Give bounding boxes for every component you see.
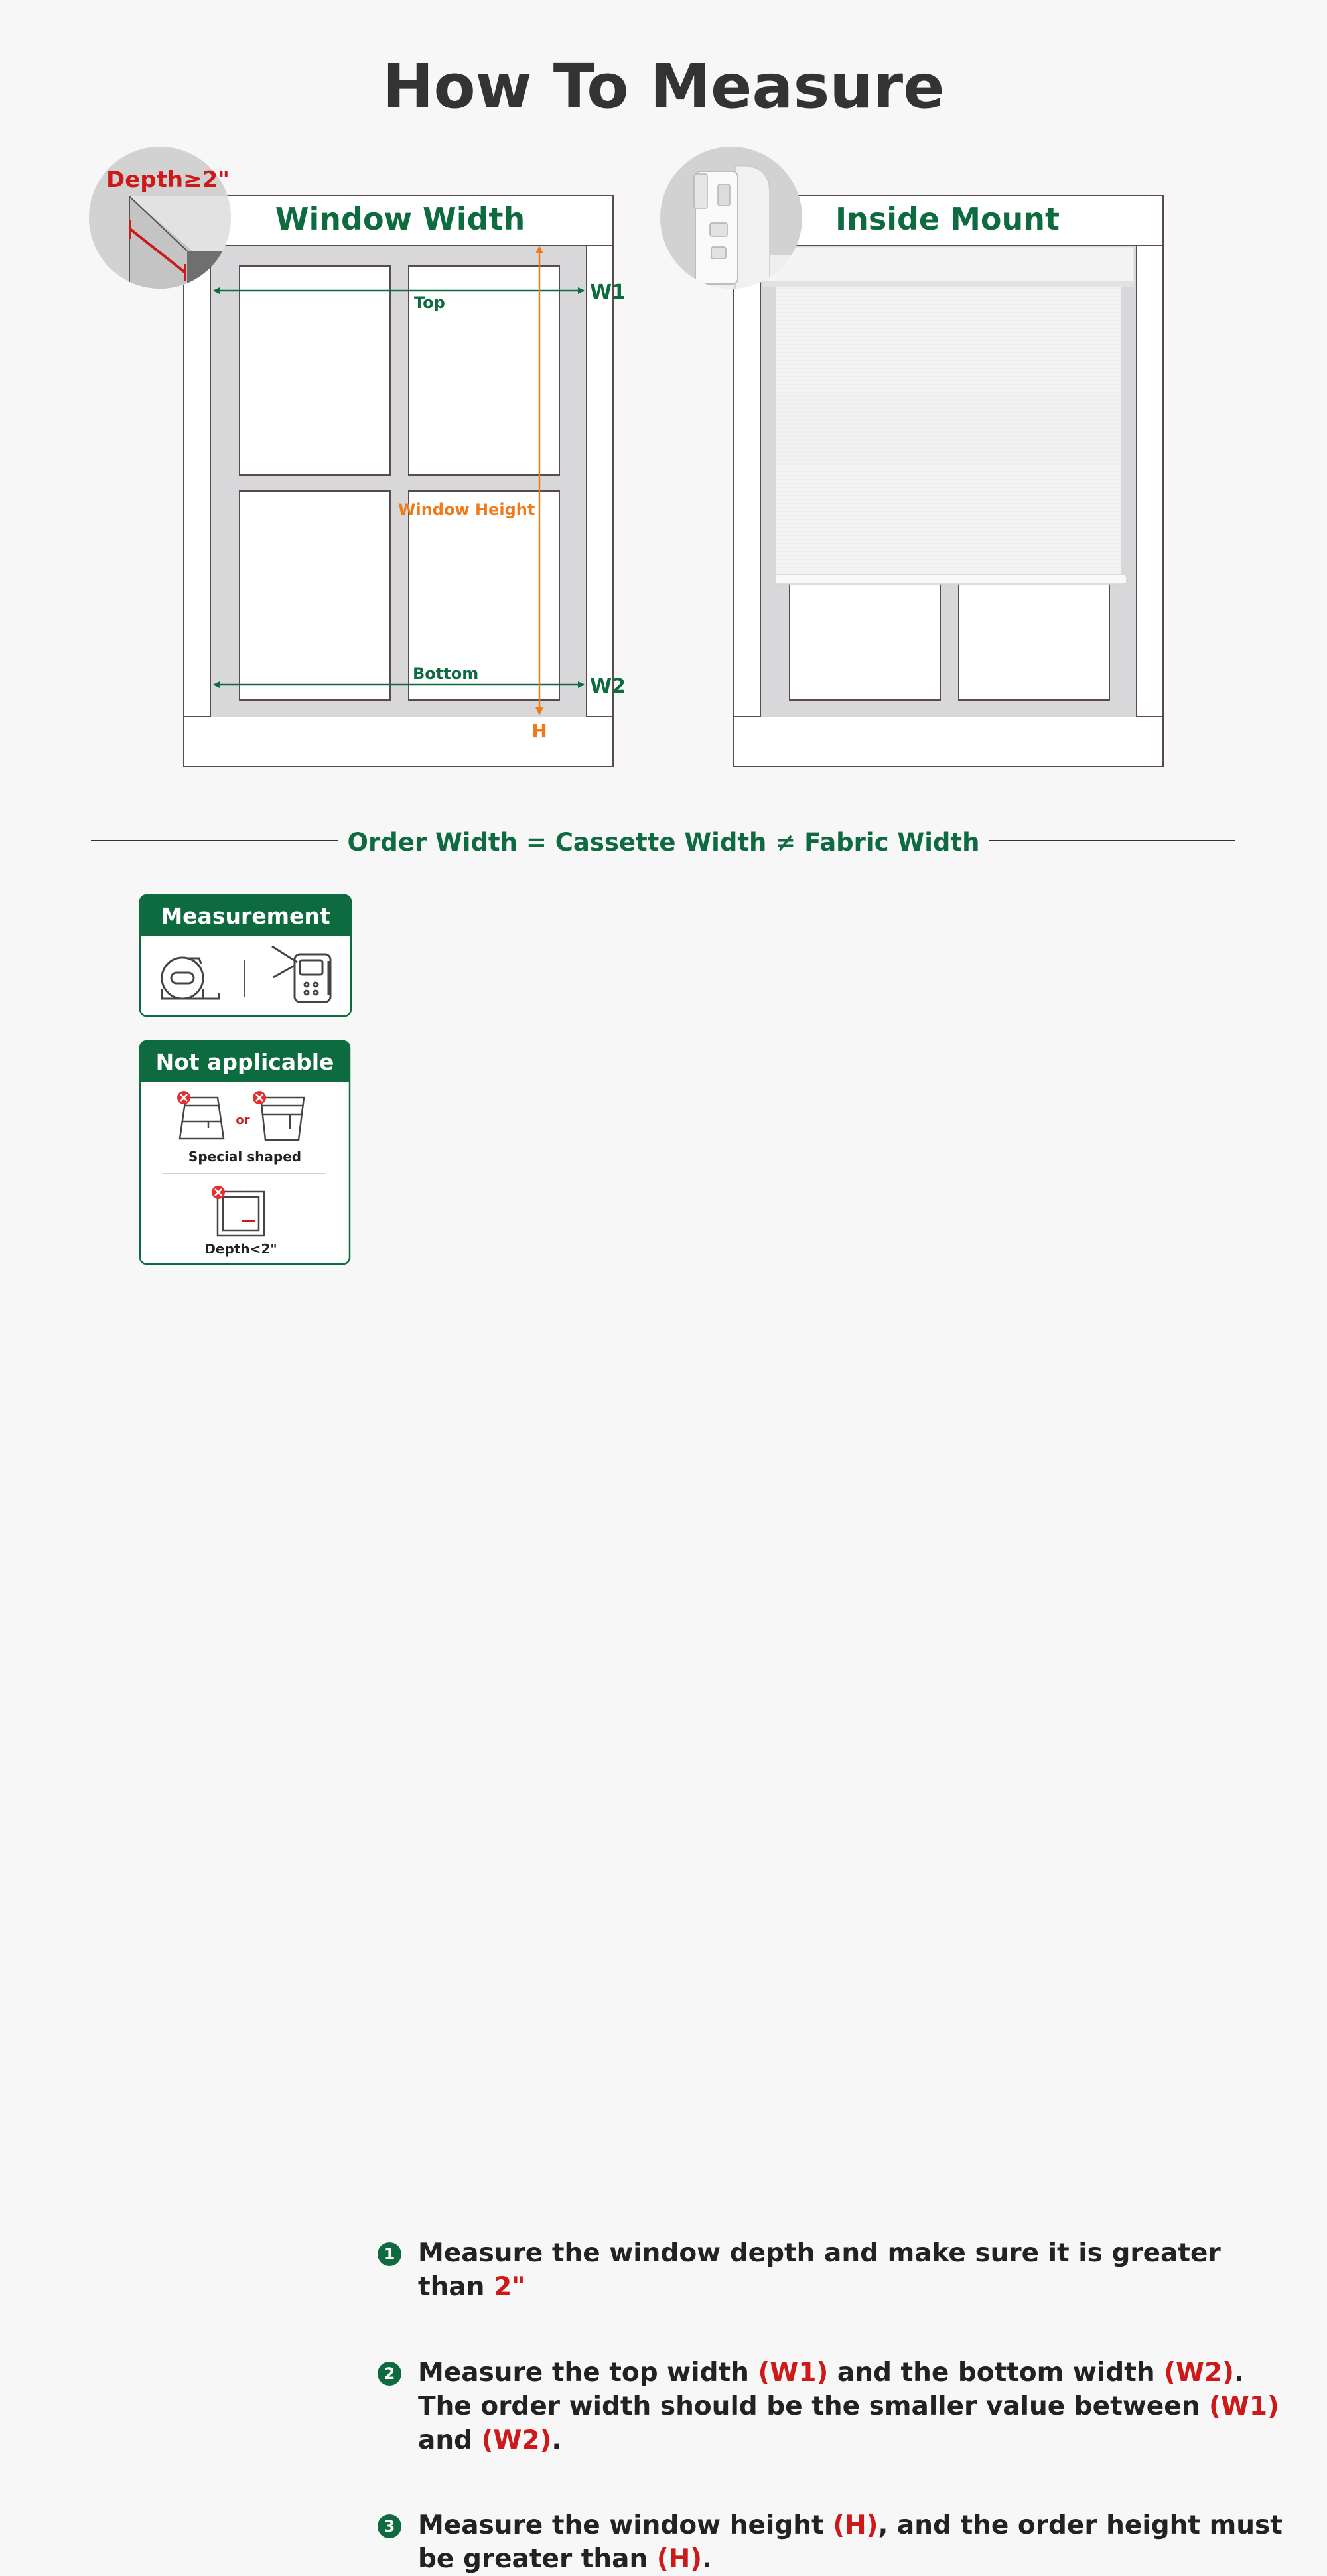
glass-pane: [790, 581, 940, 700]
bottom-label: Bottom: [413, 664, 479, 683]
step-text-part: and: [418, 2425, 482, 2455]
not-applicable-card-title: Not applicable: [155, 1049, 334, 1075]
close-icon: [212, 1186, 225, 1199]
measurement-card: [140, 895, 351, 1016]
step-1: [384, 2236, 1294, 2304]
shade-cassette: [763, 247, 1134, 285]
roller-shade: [763, 247, 1134, 584]
or-label: or: [236, 1113, 250, 1127]
w1-label: W1: [590, 281, 626, 304]
shade-fabric: [776, 287, 1121, 577]
step-highlight: (H): [833, 2510, 878, 2540]
step-text-part: Measure the window height: [418, 2510, 833, 2540]
step-highlight: (W1): [758, 2358, 829, 2388]
step-highlight: (W2): [1164, 2358, 1235, 2388]
window-width-diagram: [89, 147, 626, 766]
step-highlight: (H): [656, 2544, 703, 2574]
depth-badge-label: Depth≥2": [106, 167, 230, 193]
window-width-label: Window Width: [275, 201, 525, 237]
page-title: How To Measure: [382, 51, 945, 122]
glass-pane: [240, 266, 390, 475]
step-text-part: and the bottom width: [828, 2358, 1164, 2388]
top-label: Top: [414, 293, 445, 312]
close-icon: [177, 1091, 190, 1104]
shade-bottom-bar: [775, 575, 1127, 584]
step-text-part: Measure the top width: [418, 2358, 758, 2388]
order-note-text: Order Width = Cassette Width ≠ Fabric Width: [347, 828, 980, 857]
step-highlight: (W1): [1209, 2392, 1279, 2421]
step-3: [384, 2508, 1294, 2576]
special-shaped-label: Special shaped: [188, 1149, 302, 1165]
close-icon: [253, 1091, 266, 1104]
w2-label: W2: [590, 675, 626, 698]
glass-pane: [240, 491, 390, 700]
step-number-badge: 2: [378, 2362, 401, 2386]
not-applicable-card: [140, 1041, 350, 1264]
step-text-part: .: [551, 2425, 562, 2455]
step-2: [384, 2356, 1294, 2457]
step-text: [418, 2510, 1283, 2574]
step-highlight: 2": [494, 2272, 525, 2302]
inside-mount-diagram: [660, 147, 1163, 766]
step-number-badge: 3: [378, 2514, 401, 2538]
step-text-part: Measure the window depth and make sure it is greater than: [418, 2238, 1221, 2302]
h-label: H: [531, 720, 547, 742]
order-note: [91, 828, 1235, 857]
step-text-part: . The order width should be the smaller value between: [418, 2358, 1244, 2421]
depth-less-label: Depth<2": [204, 1241, 277, 1257]
step-highlight: (W2): [481, 2425, 552, 2455]
step-text: [418, 2358, 1279, 2455]
glass-pane: [959, 581, 1109, 700]
window-height-label: Window Height: [398, 500, 535, 519]
step-text-part: , and the order height must be greater than: [418, 2510, 1283, 2574]
inside-mount-label: Inside Mount: [835, 201, 1060, 237]
step-number-badge: 1: [378, 2242, 401, 2266]
measurement-card-title: Measurement: [161, 903, 330, 929]
step-text: [418, 2238, 1221, 2302]
step-text-part: .: [702, 2544, 712, 2574]
